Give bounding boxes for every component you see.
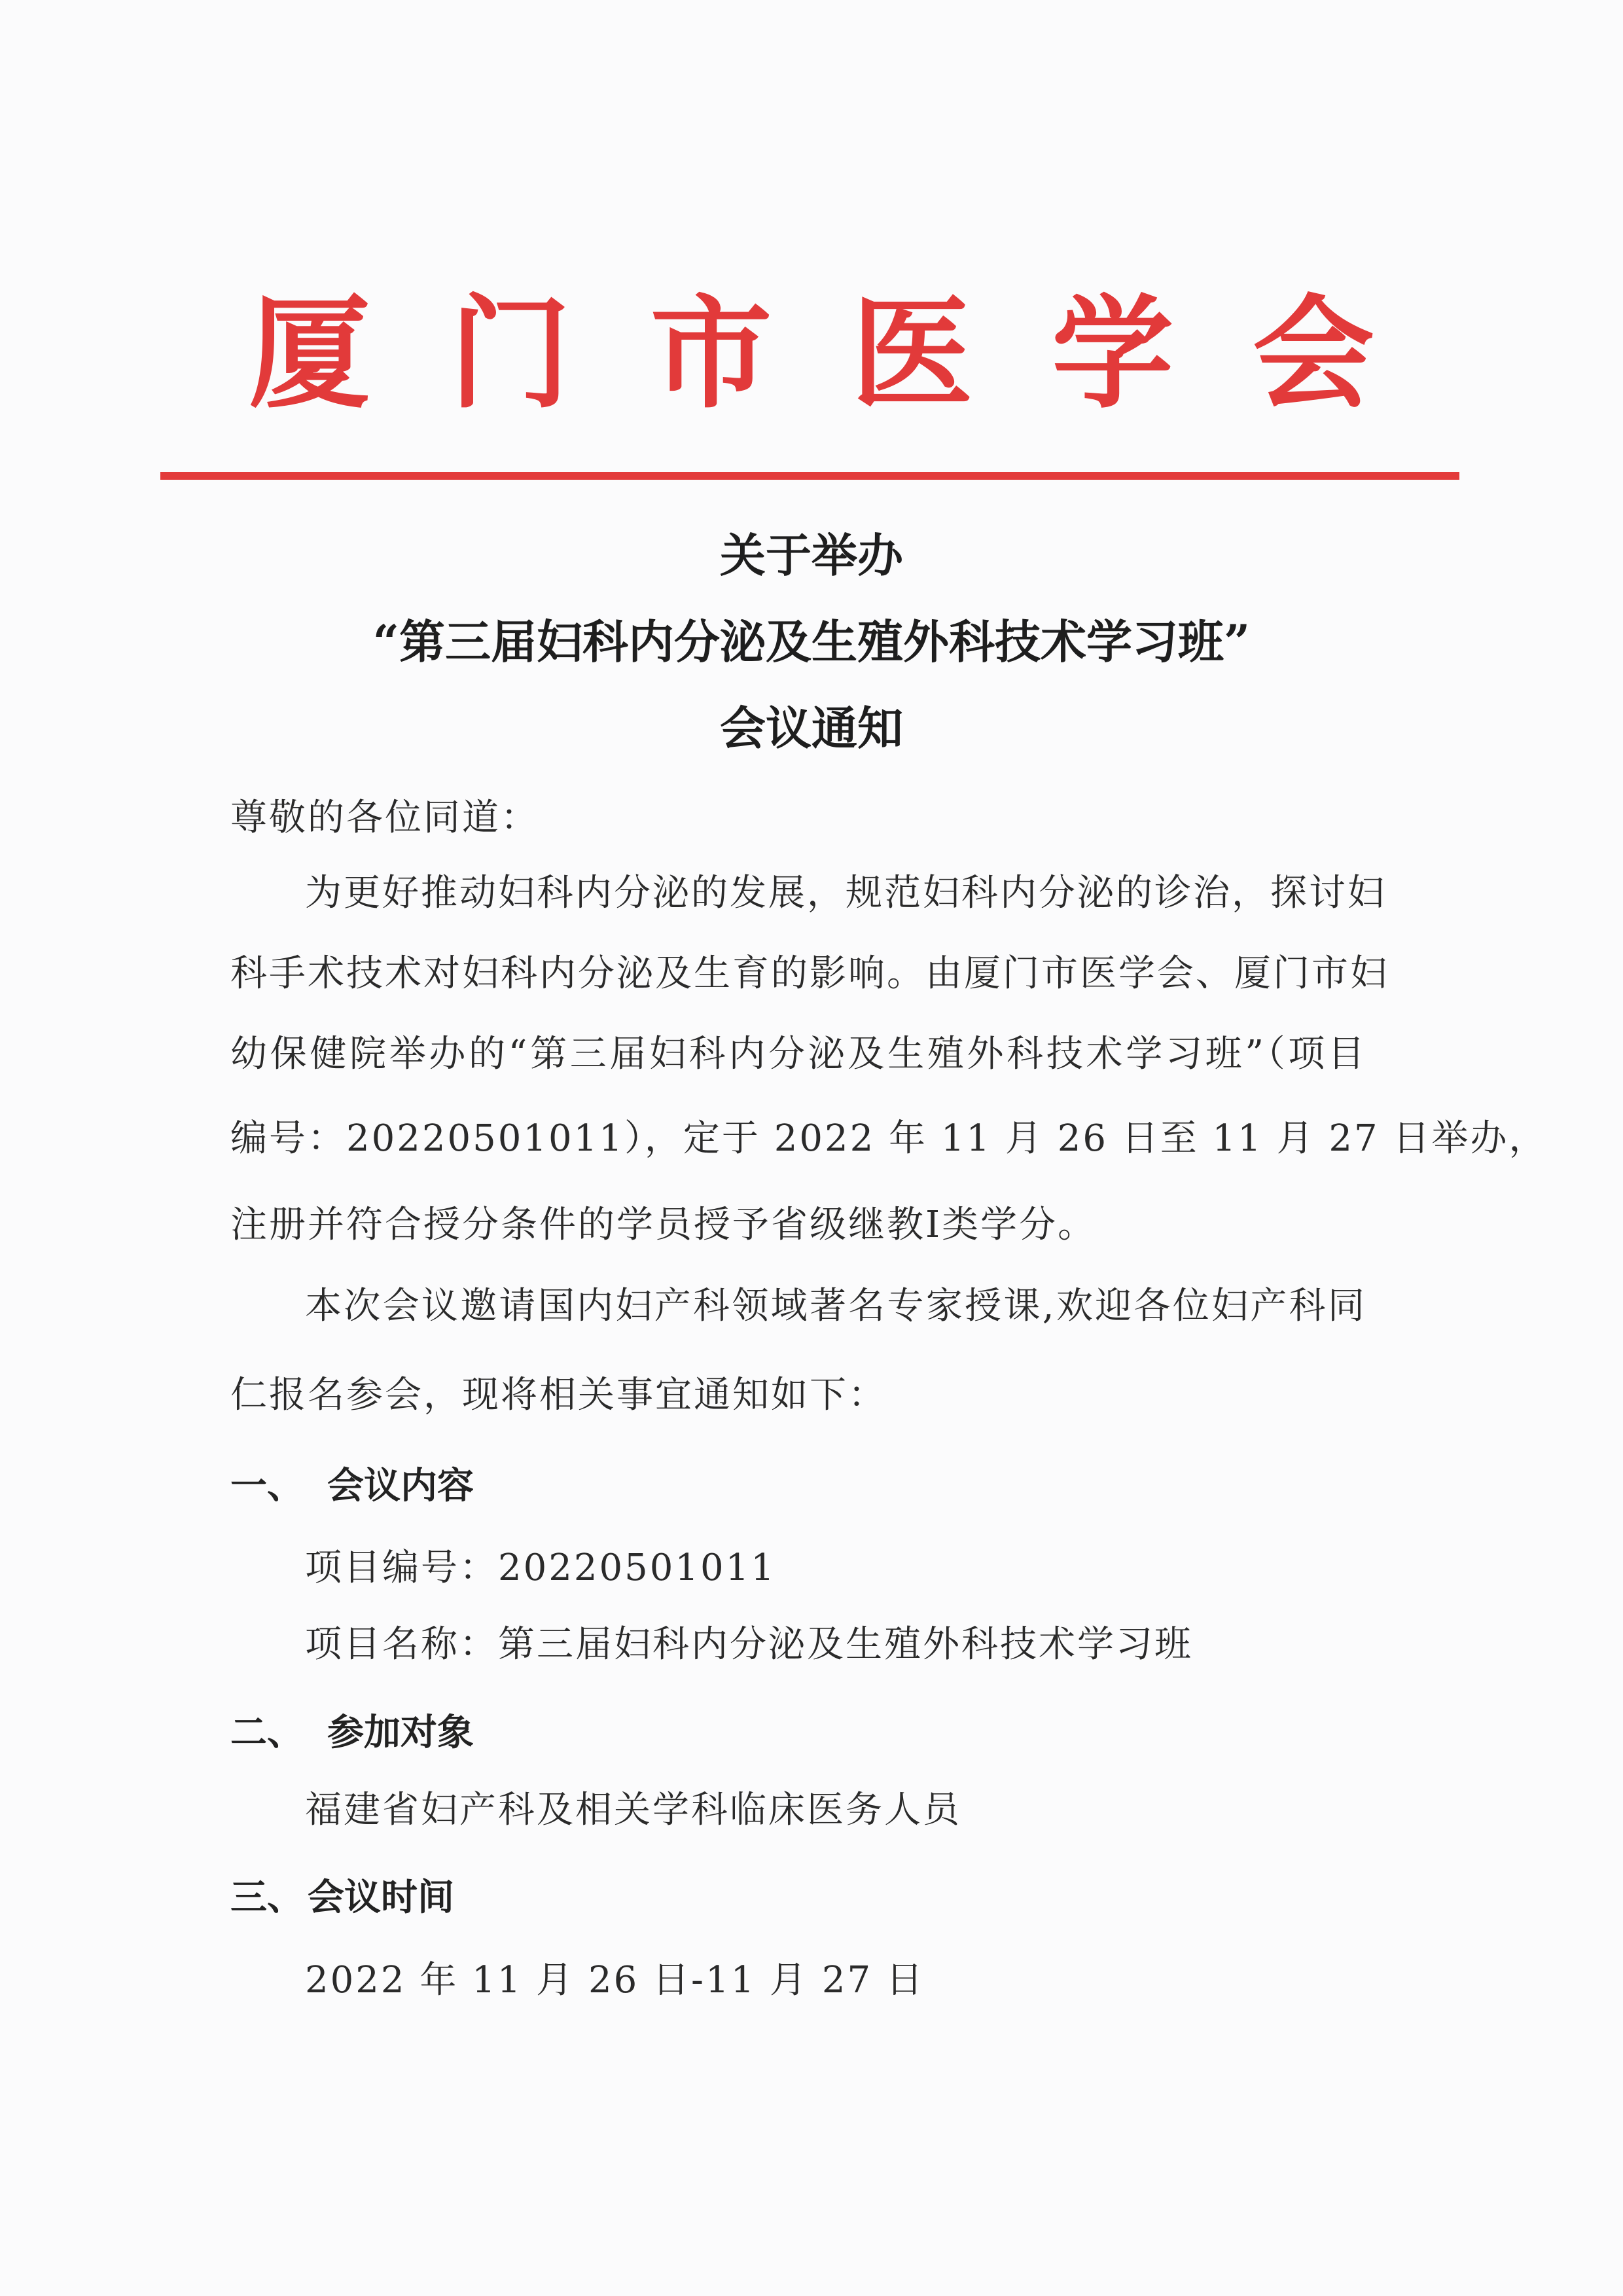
title-line-1: 关于举办 <box>720 528 903 583</box>
letterhead-char: 学 <box>1052 281 1174 425</box>
letterhead-char: 厦 <box>249 281 371 425</box>
section-number: 二、 <box>230 1712 304 1754</box>
paragraph-1-line-1: 为更好推动妇科内分泌的发展，规范妇科内分泌的诊治，探讨妇 <box>305 872 1386 914</box>
section-number: 三、 <box>230 1876 304 1919</box>
letterhead-divider <box>160 472 1459 480</box>
paragraph-1-line-3: 幼保健院举办的“第三届妇科内分泌及生殖外科技术学习班”（项目 <box>230 1033 1366 1075</box>
title-line-2: “第三届妇科内分泌及生殖外科技术学习班” <box>372 615 1251 669</box>
paragraph-1-line-5: 注册并符合授分条件的学员授予省级继教Ⅰ类学分。 <box>230 1204 1097 1246</box>
project-number: 项目编号：20220501011 <box>305 1547 776 1589</box>
section-heading-attendees <box>230 1712 474 1754</box>
letterhead-char: 市 <box>650 281 772 425</box>
letterhead-char: 医 <box>851 281 973 425</box>
letterhead-char: 会 <box>1252 281 1374 425</box>
section-number: 一、 <box>230 1465 304 1507</box>
attendees-text: 福建省妇产科及相关学科临床医务人员 <box>305 1789 961 1831</box>
section-title: 会议内容 <box>327 1465 474 1507</box>
section-heading-time <box>230 1876 454 1919</box>
salutation: 尊敬的各位同道： <box>230 797 539 839</box>
paragraph-1-line-4: 编号：20220501011），定于 2022 年 11 月 26 日至 11 月 27 日举办， <box>230 1117 1548 1160</box>
letterhead-org-name <box>249 275 1374 432</box>
paragraph-2-line-2: 仁报名参会，现将相关事宜通知如下： <box>230 1374 887 1416</box>
paragraph-1-line-2: 科手术技术对妇科内分泌及生育的影响。由厦门市医学会、厦门市妇 <box>230 952 1389 995</box>
section-heading-content <box>230 1465 474 1507</box>
paragraph-2-line-1: 本次会议邀请国内妇产科领域著名专家授课,欢迎各位妇产科同 <box>305 1285 1366 1327</box>
title-line-3: 会议通知 <box>720 701 903 755</box>
project-name: 项目名称：第三届妇科内分泌及生殖外科技术学习班 <box>305 1623 1193 1666</box>
section-title: 参加对象 <box>327 1712 474 1754</box>
section-title: 会议时间 <box>308 1876 454 1919</box>
letterhead-char: 门 <box>449 281 571 425</box>
meeting-dates: 2022 年 11 月 26 日-11 月 27 日 <box>305 1959 925 2001</box>
